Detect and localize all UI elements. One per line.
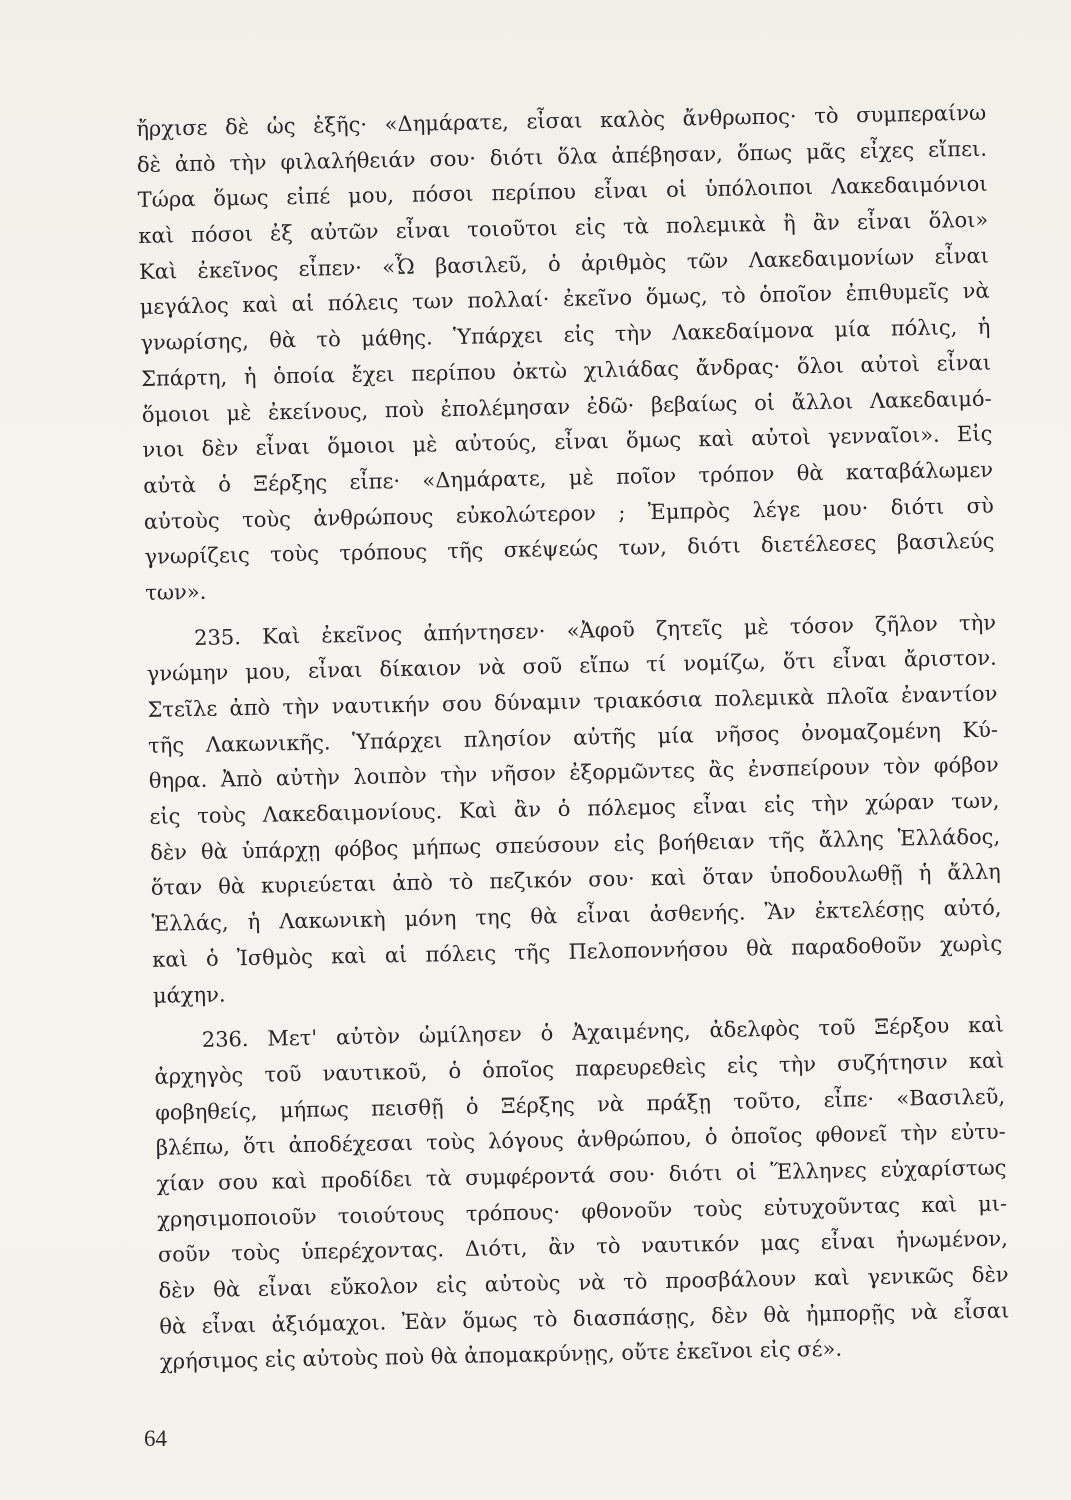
text-line: δὲν θὰ ὑπάρχῃ φόβος μήπως σπεύσουν εἰς βοήθειαν τῆς ἄλλης Ἑλλάδος, bbox=[149, 824, 1001, 865]
text-line: αὐτοὺς τοὺς ἀνθρώπους εὐκολώτερον ; Ἐμπρὸς λέγε μου· διότι σὺ bbox=[143, 493, 994, 534]
section-235-first-line: 235. Καὶ ἐκεῖνος ἀπήντησεν· «Ἀφοῦ ζητεῖς μὲ τόσον ζῆλον τὴν bbox=[193, 610, 997, 650]
text-line: ὅταν θὰ κυριεύεται ἀπὸ τὸ πεζικόν σου· καὶ ὅταν ὑποδουλωθῇ ἡ ἄλλη bbox=[150, 859, 1001, 901]
text-line: Ἑλλάς, ἡ Λακωνικὴ μόνη της θὰ εἶναι ἀσθενής. Ἂν ἐκτελέσῃς αὐτό, bbox=[151, 895, 1002, 936]
text-line: θὰ εἶναι ἀξιόμαχοι. Ἐὰν ὅμως τὸ διασπάσῃς, δὲν θὰ ἠμπορῇς νὰ εἶσαι bbox=[159, 1298, 1010, 1339]
text-line: χίαν σου καὶ προδίδει τὰ συμφέροντά σου· διότι οἱ Ἕλληνες εὐχαρίστως bbox=[156, 1155, 1007, 1196]
text-line: αὐτὰ ὁ Ξέρξης εἶπε· «Δημάρατε, μὲ ποῖον τρόπον θὰ καταβάλωμεν bbox=[142, 457, 994, 498]
text-line: φοβηθείς, μήπως πεισθῇ ὁ Ξέρξης νὰ πράξῃ τοῦτο, εἶπε· «Βασιλεῦ, bbox=[154, 1084, 1006, 1125]
text-line: ὅμοιοι μὲ ἐκείνους, ποὺ ἐπολέμησαν ἐδῶ· βεβαίως οἱ ἄλλοι Λακεδαιμό- bbox=[141, 386, 992, 427]
body-text bbox=[136, 96, 1010, 1381]
text-line: χρήσιμος εἰς αὐτοὺς ποὺ θὰ ἀπομακρύνῃς, οὔτε ἐκεῖνοι εἰς σέ». bbox=[159, 1337, 843, 1375]
text-line: εἰς τοὺς Λακεδαιμονίους. Καὶ ἂν ὁ πόλεμος εἶναι εἰς τὴν χώραν των, bbox=[149, 788, 1000, 829]
text-line: Σπάρτη, ἡ ὁποία ἔχει περίπου ὀκτὼ χιλιάδας ἄνδρας· ὅλοι αὐτοὶ εἶναι bbox=[140, 350, 992, 391]
text-line: καὶ ὁ Ἰσθμὸς καὶ αἱ πόλεις τῆς Πελοποννήσου θὰ παραδοθοῦν χωρὶς bbox=[152, 931, 1003, 972]
text-line: γνωρίζεις τοὺς τρόπους τῆς σκέψεώς των, διότι διετέλεσες βασιλεύς bbox=[144, 528, 995, 570]
text-line: τῆς Λακωνικῆς. Ὑπάρχει πλησίον αὐτῆς μία νῆσος ὀνομαζομένη Κύ- bbox=[147, 717, 999, 758]
text-line: βλέπω, ὅτι ἀποδέχεσαι τοὺς λόγους ἀνθρώπου, ὁ ὁποῖος φθονεῖ τὴν εὐτυ- bbox=[155, 1119, 1006, 1161]
text-line: μεγάλος καὶ αἱ πόλεις των πολλαί· ἐκεῖνο ὅμως, τὸ ὁποῖον ἐπιθυμεῖς νὰ bbox=[139, 279, 990, 320]
text-line: θηρα. Ἀπὸ αὐτὴν λοιπὸν τὴν νῆσον ἐξορμῶντες ἂς ἐνσπείρουν τὸν φόβον bbox=[148, 752, 999, 794]
text-line: Τώρα ὅμως εἰπέ μου, πόσοι περίπου εἶναι οἱ ὑπόλοιποι Λακεδαιμόνιοι bbox=[137, 172, 988, 213]
text-line: ἀρχηγὸς τοῦ ναυτικοῦ, ὁ ὁποῖος παρευρεθεὶς εἰς τὴν συζήτησιν καὶ bbox=[154, 1048, 1005, 1089]
text-line: Καὶ ἐκεῖνος εἶπεν· «Ὦ βασιλεῦ, ὁ ἀριθμὸς τῶν Λακεδαιμονίων εἶναι bbox=[138, 243, 990, 284]
text-line: μάχην. bbox=[152, 981, 226, 1008]
text-line: χρησιμοποιοῦν τοιούτους τρόπους· φθονοῦν τοὺς εὐτυχοῦντας καὶ μι- bbox=[157, 1191, 1008, 1232]
section-236-first-line: 236. Μετ' αὐτὸν ὡμίλησεν ὁ Ἀχαιμένης, ἀδελφὸς τοῦ Ξέρξου καὶ bbox=[201, 1012, 1004, 1053]
text-line: γνωρίσης, θὰ τὸ μάθης. Ὑπάρχει εἰς τὴν Λακεδαίμονα μία πόλις, ἡ bbox=[140, 314, 991, 356]
text-line: γνώμην μου, εἶναι δίκαιον νὰ σοῦ εἴπω τί νομίζω, ὅτι εἶναι ἄριστον. bbox=[146, 645, 997, 687]
text-line: δὲν θὰ εἶναι εὔκολον εἰς αὐτοὺς νὰ τὸ προσβάλουν καὶ γενικῶς δὲν bbox=[158, 1262, 1009, 1303]
text-line: Στεῖλε ἀπὸ τὴν ναυτικήν σου δύναμιν τριακόσια πολεμικὰ πλοῖα ἐναντίον bbox=[147, 681, 998, 722]
text-line: καὶ πόσοι ἐξ αὐτῶν εἶναι τοιοῦτοι εἰς τὰ πολεμικὰ ἢ ἂν εἶναι ὅλοι» bbox=[138, 207, 989, 249]
text-line: των». bbox=[145, 579, 207, 605]
page-number: 64 bbox=[144, 1426, 167, 1451]
text-line: ἤρχισε δὲ ὡς ἑξῆς· «Δημάρατε, εἶσαι καλὸς ἄνθρωπος· τὸ συμπεραίνω bbox=[136, 100, 987, 141]
text-line: σοῦν τοὺς ὑπερέχοντας. Διότι, ἂν τὸ ναυτικόν μας εἶναι ἡνωμένον, bbox=[157, 1226, 1009, 1268]
text-line: δὲ ἀπὸ τὴν φιλαλήθειάν σου· διότι ὅλα ἀπέβησαν, ὅπως μᾶς εἶχες εἴπει. bbox=[136, 136, 988, 177]
text-line: νιοι δὲν εἶναι ὅμοιοι μὲ αὐτούς, εἶναι ὅμως καὶ αὐτοὶ γενναῖοι». Εἰς bbox=[142, 421, 993, 463]
